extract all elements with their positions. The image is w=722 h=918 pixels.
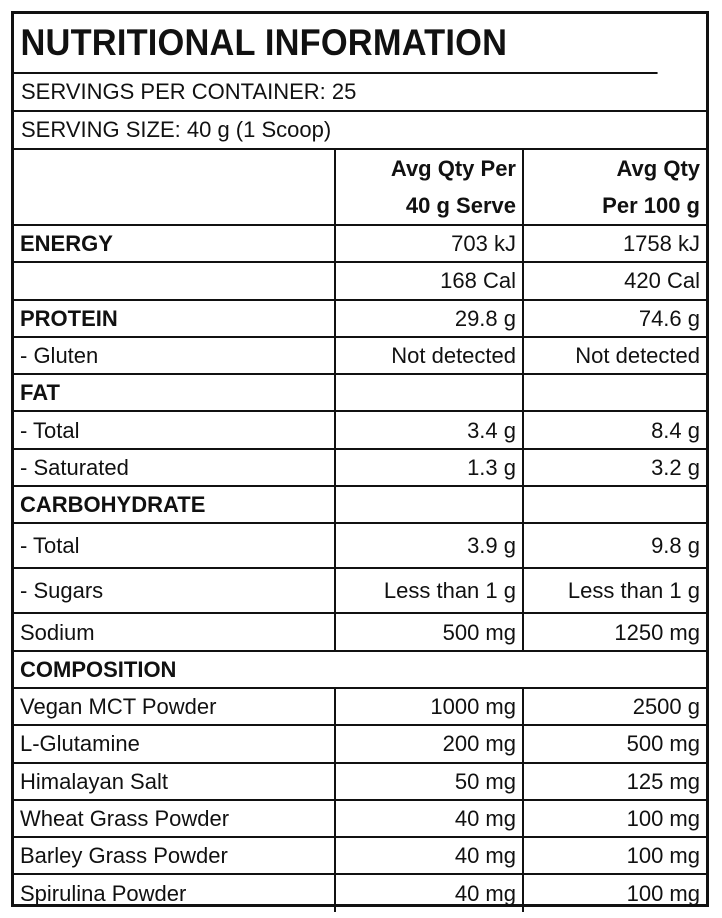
row-per-serve (335, 374, 523, 411)
row-per-100g: 100 mg (523, 800, 706, 837)
header-per-serve-line1: Avg Qty Per (390, 156, 516, 181)
table-row (14, 568, 706, 613)
row-per-serve: 168 Cal (335, 262, 523, 299)
row-label: L-Glutamine (14, 725, 335, 762)
row-per-serve: 40 mg (335, 874, 523, 911)
table-row (14, 411, 706, 448)
row-per-100g: 74.6 g (523, 300, 706, 337)
row-label: - Total (14, 523, 335, 568)
row-per-100g (523, 374, 706, 411)
row-per-serve: 50 mg (335, 763, 523, 800)
row-label: PROTEIN (14, 300, 335, 337)
composition-heading: COMPOSITION (14, 651, 706, 688)
row-per-serve: 29.8 g (335, 300, 523, 337)
row-per-serve: 3.9 g (335, 523, 523, 568)
row-per-100g: 420 Cal (523, 262, 706, 299)
row-per-100g: 500 mg (523, 725, 706, 762)
table-row (14, 725, 706, 762)
row-per-100g: 2500 g (523, 688, 706, 725)
table-row (14, 374, 706, 411)
row-label: - Gluten (14, 337, 335, 374)
row-per-serve (335, 486, 523, 523)
row-per-serve: Not detected (335, 337, 523, 374)
row-per-100g: 3.2 g (523, 449, 706, 486)
table-row (14, 763, 706, 800)
composition-heading-row (14, 651, 706, 688)
row-per-100g: 100 mg (523, 837, 706, 874)
table-row (14, 225, 706, 262)
row-per-serve: 40 mg (335, 800, 523, 837)
header-per-100g (523, 150, 706, 225)
row-per-serve: 500 mg (335, 613, 523, 650)
row-per-serve: 40 mg (335, 837, 523, 874)
header-per-100g-line1: Avg Qty (616, 156, 700, 181)
row-per-100g: 8.4 g (523, 411, 706, 448)
row-label: - Sugars (14, 568, 335, 613)
servings-per-container: SERVINGS PER CONTAINER: 25 (14, 74, 706, 112)
table-row (14, 874, 706, 911)
nutrition-panel (11, 11, 709, 907)
row-label: Barley Grass Powder (14, 837, 335, 874)
table-row (14, 262, 706, 299)
row-per-100g: Less than 1 g (523, 568, 706, 613)
row-per-100g: 100 mg (523, 874, 706, 911)
row-label: Spirulina Powder (14, 874, 335, 911)
row-label: ENERGY (14, 225, 335, 262)
serving-size: SERVING SIZE: 40 g (1 Scoop) (14, 112, 706, 150)
row-per-100g (523, 486, 706, 523)
header-per-serve-line2: 40 g Serve (405, 193, 516, 218)
row-per-100g: 9.8 g (523, 523, 706, 568)
row-label: - Total (14, 411, 335, 448)
table-row (14, 337, 706, 374)
table-header-row (14, 150, 706, 225)
row-per-serve: 3.4 g (335, 411, 523, 448)
nutrition-table (14, 150, 706, 912)
row-label: FAT (14, 374, 335, 411)
row-per-serve: Less than 1 g (335, 568, 523, 613)
panel-title: NUTRITIONAL INFORMATION (14, 14, 658, 74)
row-per-100g: 1250 mg (523, 613, 706, 650)
row-label: Sodium (14, 613, 335, 650)
table-row (14, 613, 706, 650)
table-row (14, 486, 706, 523)
row-label: - Saturated (14, 449, 335, 486)
row-label: Vegan MCT Powder (14, 688, 335, 725)
table-row (14, 300, 706, 337)
row-label (14, 262, 335, 299)
header-per-100g-line2: Per 100 g (602, 193, 700, 218)
row-label: Wheat Grass Powder (14, 800, 335, 837)
row-per-100g: Not detected (523, 337, 706, 374)
table-row (14, 800, 706, 837)
table-row (14, 449, 706, 486)
header-label-cell (14, 150, 335, 225)
row-per-serve: 703 kJ (335, 225, 523, 262)
row-per-serve: 200 mg (335, 725, 523, 762)
table-row (14, 688, 706, 725)
header-per-serve (335, 150, 523, 225)
row-per-100g: 125 mg (523, 763, 706, 800)
row-label: Himalayan Salt (14, 763, 335, 800)
row-per-serve: 1000 mg (335, 688, 523, 725)
row-label: CARBOHYDRATE (14, 486, 335, 523)
row-per-serve: 1.3 g (335, 449, 523, 486)
row-per-100g: 1758 kJ (523, 225, 706, 262)
table-row (14, 523, 706, 568)
table-row (14, 837, 706, 874)
